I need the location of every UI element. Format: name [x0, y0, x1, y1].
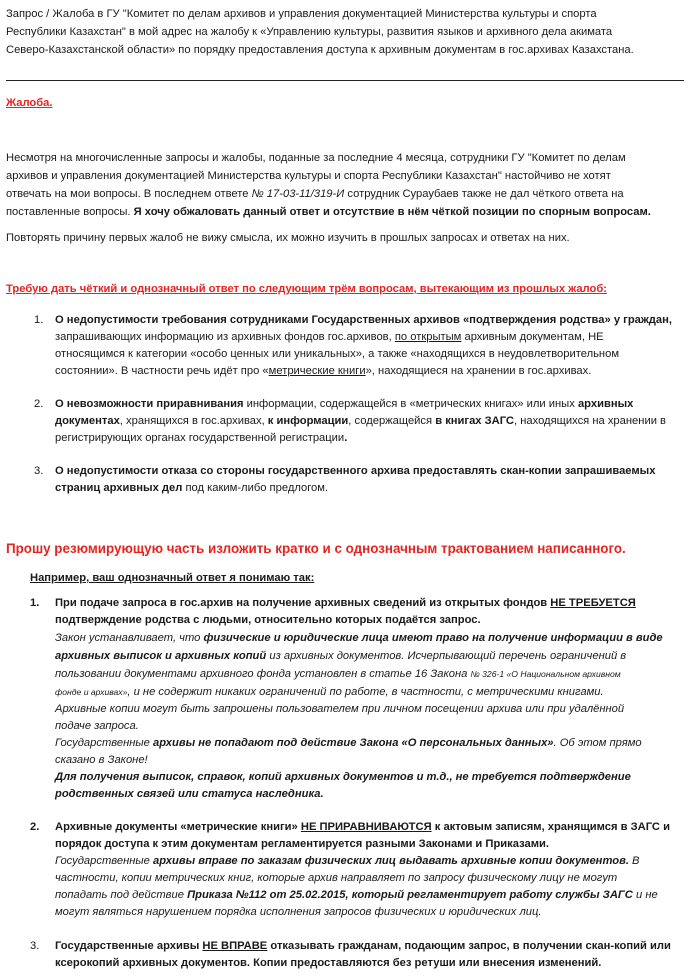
answer-line: Государственные архивы НЕ ВПРАВЕ отказывать гражданам, подающим запрос, в получении скан-копий или [55, 940, 671, 952]
answer-line: фонде и архивах», и не содержит никаких ограничений по работе, в частности, с метрическими книгами. [55, 686, 604, 698]
reference-number: № 17-03-11/319-И [251, 188, 345, 200]
intro-line: Несмотря на многочисленные запросы и жалобы, поданные за последние 4 месяца, сотрудники ГУ "Комитет по делам [6, 152, 626, 164]
answer-line: пользовании документами архивного фонда установлен в статье 16 Закона № 326-1 «О Национальном архивном [55, 668, 621, 680]
demand-line: состоянии». В частности речь идёт про «метрические книги», находящиеся на хранении в гос.архивах. [55, 365, 592, 377]
demand-line: относящимся к категории «особо ценных или уникальных», а также «находящихся в неудовлетворительном [55, 348, 620, 360]
example-heading: Например, ваш однозначный ответ я понимаю так: [30, 572, 315, 584]
list-number: 3. [34, 465, 44, 477]
list-number: 1. [30, 597, 40, 609]
demand-line: страниц архивных дел под каким-либо предлогом. [55, 482, 329, 494]
demand-line: запрашивающих информацию из архивных фондов гос.архивов, по открытым архивным документам, НЕ [55, 331, 604, 343]
answer-line: родственных связей или статуса наследника. [55, 788, 324, 800]
complaint-title: Жалоба. [6, 97, 53, 109]
header-line: Запрос / Жалоба в ГУ "Комитет по делам архивов и управления документацией Министерства культуры и спорта [6, 8, 597, 20]
demands-heading: Требую дать чёткий и однозначный ответ по следующим трём вопросам, вытекающим из прошлых жалоб: [6, 283, 607, 295]
list-number: 3. [30, 940, 40, 952]
header-line: Республики Казахстан" в мой адрес на жалобу к «Управлению культуры, развития языков и архивного дела акимата [6, 26, 613, 38]
answer-line: порядок доступа к этим документам регламентируется разными Законами и Приказами. [55, 838, 550, 850]
answer-line: Закон устанавливает, что физические и юридические лица имеют право на получение информации в виде [55, 632, 663, 644]
summary-heading: Прошу резюмирующую часть изложить кратко и с однозначным трактованием написанного. [6, 541, 626, 556]
answer-line: архивных выписок и архивных копий из архивных документов. Исчерпывающий перечень ограничений в [55, 650, 627, 662]
intro-line: поставленные вопросы. Я хочу обжаловать данный ответ и отсутствие в нём чёткой позиции по спорным вопросам. [6, 206, 651, 218]
answer-line: Архивные копии могут быть запрошены пользователем при личном посещении архива или при удалённой [55, 703, 625, 715]
answer-line: могут являться нарушением порядка исполнения запросов физических и юридических лиц. [55, 906, 542, 918]
demand-line: О недопустимости отказа со стороны государственного архива предоставлять скан-копии запрашиваемых [55, 465, 656, 477]
demand-line: документах, хранящихся в гос.архивах, к информации, содержащейся в книгах ЗАГС, находящихся на хранении в [55, 415, 667, 427]
demand-line: регистрирующих органах государственной регистрации. [55, 432, 348, 444]
answer-line: сказано в Законе! [55, 754, 148, 766]
horizontal-divider [6, 80, 684, 81]
demand-line: О недопустимости требования сотрудниками Государственных архивов «подтверждения родства» у граждан, [55, 314, 672, 326]
answer-line: ксерокопий архивных документов. Копии предоставляются без ретуши или внесения изменений. [55, 957, 602, 969]
list-number: 2. [30, 821, 40, 833]
answer-line: При подаче запроса в гос.архив на получение архивных сведений из открытых фондов НЕ ТРЕБУЕТСЯ [55, 597, 636, 609]
list-number: 1. [34, 314, 44, 326]
answer-line: частности, копии метрических книг, которые архив направляет по запросу физическому лицу не могут [55, 872, 618, 884]
intro-line: Повторять причину первых жалоб не вижу смысла, их можно изучить в прошлых запросах и ответах на них. [6, 232, 570, 244]
intro-line: отвечать на мои вопросы. В последнем ответе № 17-03-11/319-И сотрудник Сураубаев также не дал чёткого ответа на [6, 188, 624, 200]
demand-line: О невозможности приравнивания информации, содержащейся в «метрических книгах» или иных архивных [55, 398, 634, 410]
answer-line: Архивные документы «метрические книги» НЕ ПРИРАВНИВАЮТСЯ к актовым записям, хранящимся в ЗАГС и [55, 821, 670, 833]
answer-line: подаче запроса. [55, 720, 139, 732]
answer-line: Государственные архивы вправе по заказам физических лиц выдавать архивные копии документов. В [55, 855, 640, 867]
answer-line: Государственные архивы не попадают под действие Закона «О персональных данных». Об этом прямо [55, 737, 642, 749]
list-number: 2. [34, 398, 44, 410]
answer-line: Для получения выписок, справок, копий архивных документов и т.д., не требуется подтверждение [55, 771, 631, 783]
intro-line: архивов и управления документацией Министерства культуры и спорта Республики Казахстан" настойчиво не хотят [6, 170, 611, 182]
header-line: Северо-Казахстанской области» по порядку предоставления доступа к архивным документам в гос.архивах Казахстана. [6, 44, 634, 56]
answer-line: подтверждение родства с людьми, относительно которых подаётся запрос. [55, 614, 481, 626]
answer-line: попадать под действие Приказа №112 от 25.02.2015, который регламентирует работу службы ЗАГС и не [55, 889, 658, 901]
